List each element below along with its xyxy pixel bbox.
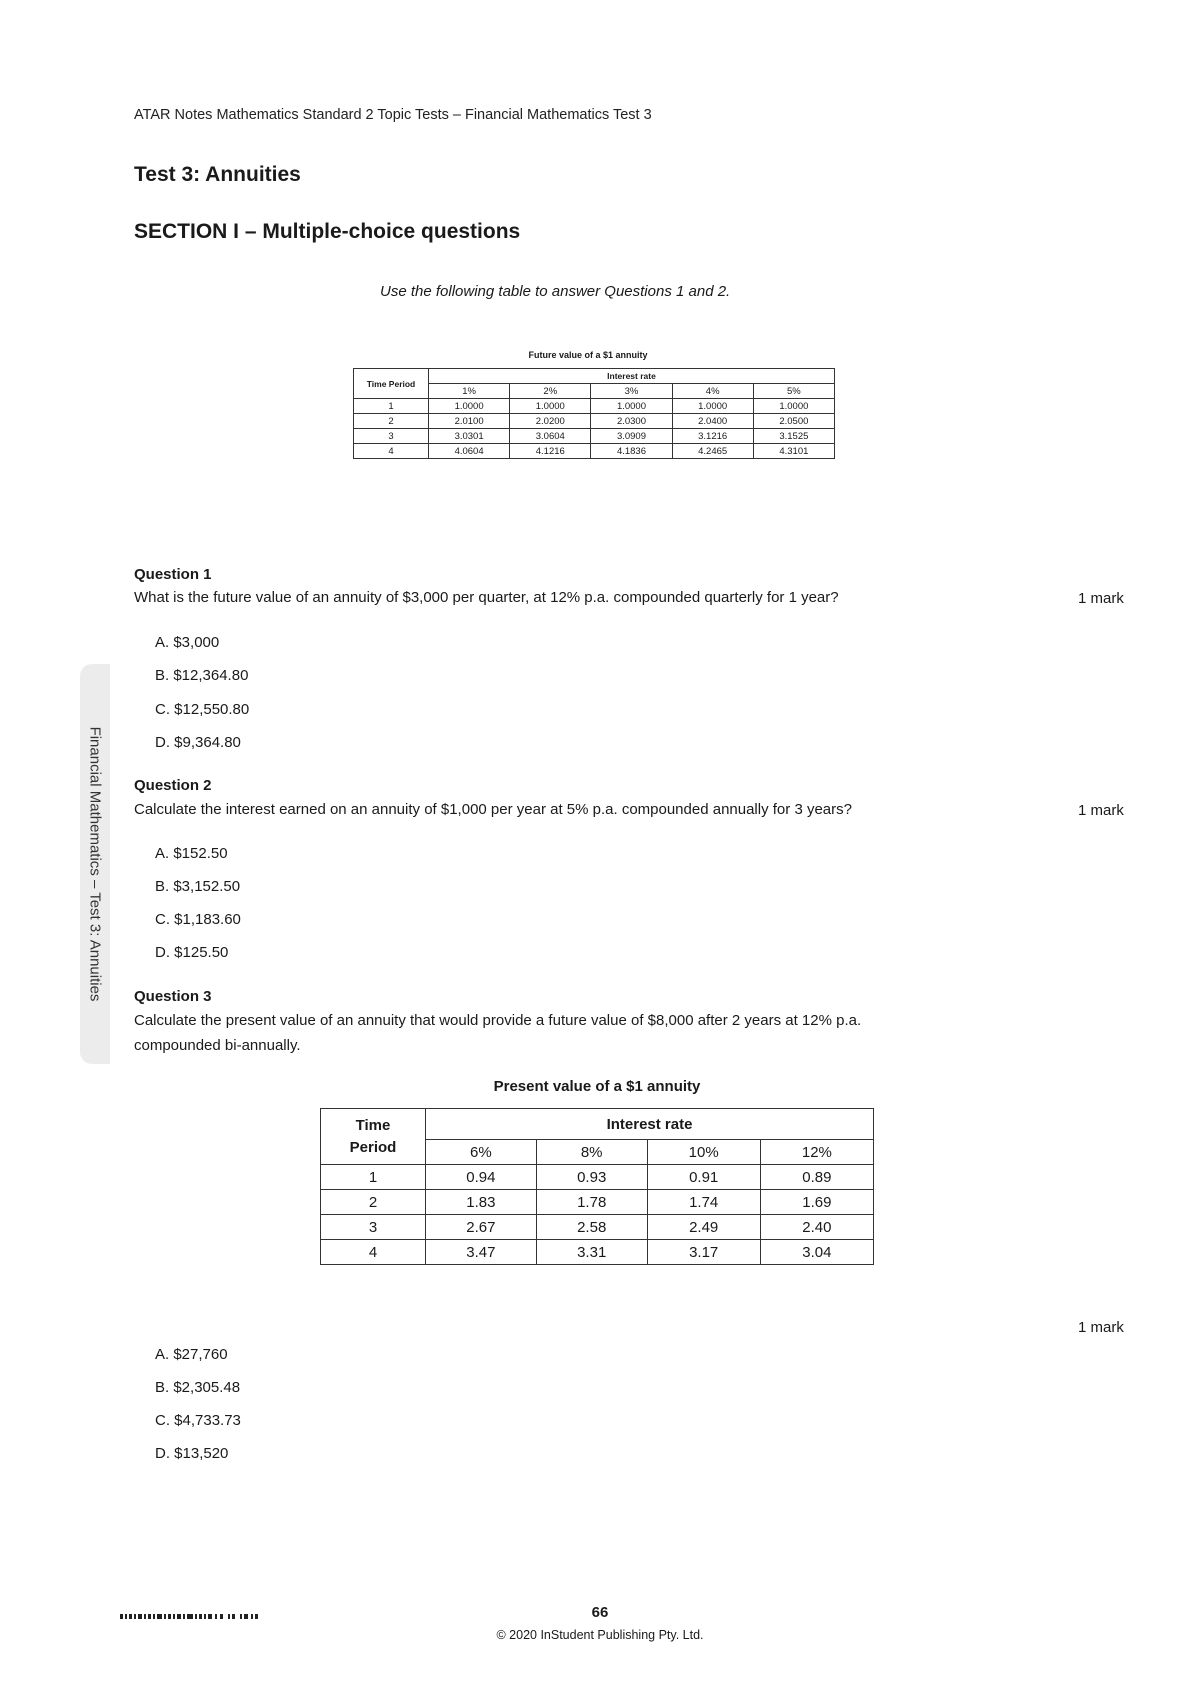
table1-cell: 1.0000	[672, 399, 753, 414]
table1-rate: 2%	[510, 384, 591, 399]
test-title: Test 3: Annuities	[134, 163, 301, 186]
table2-rate: 8%	[536, 1140, 647, 1165]
table1-rate-header: Interest rate	[429, 369, 835, 384]
question-2-heading: Question 2	[134, 777, 212, 794]
page-number: 66	[591, 1604, 609, 1621]
table1-cell: 1.0000	[429, 399, 510, 414]
table1-cell: 3.0604	[510, 429, 591, 444]
question-3-option-c[interactable]: C. $4,733.73	[155, 1412, 241, 1429]
question-2-option-d[interactable]: D. $125.50	[155, 944, 229, 961]
table2-cell: 2.49	[647, 1215, 760, 1240]
table2-rate: 6%	[426, 1140, 537, 1165]
table1-rate: 4%	[672, 384, 753, 399]
table1-cell: 2.0300	[591, 414, 672, 429]
future-value-table	[353, 368, 835, 459]
question-3-option-b[interactable]: B. $2,305.48	[155, 1379, 241, 1396]
question-1-option-c[interactable]: C. $12,550.80	[155, 701, 250, 718]
table2-cell: 2.58	[536, 1215, 647, 1240]
question-1-option-a[interactable]: A. $3,000	[155, 634, 220, 651]
question-3-option-a[interactable]: A. $27,760	[155, 1346, 228, 1363]
table-row	[354, 444, 835, 459]
question-2-option-a[interactable]: A. $152.50	[155, 845, 228, 862]
question-2-text: Calculate the interest earned on an annuity of $1,000 per year at 5% p.a. compounded annually for 3 years?	[134, 801, 852, 818]
table2-cell: 3.04	[760, 1240, 873, 1265]
table-row	[321, 1165, 874, 1190]
table-row	[354, 414, 835, 429]
table1-rate: 1%	[429, 384, 510, 399]
table2-cell: 0.89	[760, 1165, 873, 1190]
table1-cell: 4.1216	[510, 444, 591, 459]
table2-rate: 10%	[647, 1140, 760, 1165]
table-row	[321, 1240, 874, 1265]
question-1-option-d[interactable]: D. $9,364.80	[155, 734, 241, 751]
table2-cell: 1.69	[760, 1190, 873, 1215]
table-row	[321, 1215, 874, 1240]
table1-period: 3	[354, 429, 429, 444]
section-title: SECTION I – Multiple-choice questions	[134, 220, 521, 243]
question-1-heading: Question 1	[134, 566, 212, 583]
question-1-mark: 1 mark	[1078, 590, 1124, 607]
table2-cell: 3.47	[426, 1240, 537, 1265]
table2-period: 1	[321, 1165, 426, 1190]
table1-cell: 3.0301	[429, 429, 510, 444]
question-1-option-b[interactable]: B. $12,364.80	[155, 667, 249, 684]
question-2-option-b[interactable]: B. $3,152.50	[155, 878, 241, 895]
table1-cell: 4.3101	[753, 444, 834, 459]
table2-cell: 1.78	[536, 1190, 647, 1215]
table1-cell: 2.0500	[753, 414, 834, 429]
table2-cell: 0.93	[536, 1165, 647, 1190]
table2-cell: 1.83	[426, 1190, 537, 1215]
table-row	[321, 1190, 874, 1215]
table1-cell: 1.0000	[510, 399, 591, 414]
table1-cell: 4.2465	[672, 444, 753, 459]
question-3-text-line1: Calculate the present value of an annuity that would provide a future value of $8,000 after 2 years at 12% p.a.	[134, 1012, 862, 1029]
question-3-mark: 1 mark	[1078, 1319, 1124, 1336]
table2-cell: 2.67	[426, 1215, 537, 1240]
table2-time-header-line2: Period	[349, 1138, 397, 1156]
question-3-option-d[interactable]: D. $13,520	[155, 1445, 229, 1462]
table1-cell: 2.0100	[429, 414, 510, 429]
table1-cell: 3.0909	[591, 429, 672, 444]
table1-cell: 2.0400	[672, 414, 753, 429]
table2-cell: 3.31	[536, 1240, 647, 1265]
table2-period: 2	[321, 1190, 426, 1215]
table1-cell: 2.0200	[510, 414, 591, 429]
question-2-option-c[interactable]: C. $1,183.60	[155, 911, 241, 928]
table1-cell: 3.1216	[672, 429, 753, 444]
table-instruction: Use the following table to answer Questions 1 and 2.	[380, 283, 731, 300]
table1-period: 2	[354, 414, 429, 429]
table1-period: 4	[354, 444, 429, 459]
table2-caption: Present value of a $1 annuity	[493, 1078, 701, 1095]
question-1-text: What is the future value of an annuity of $3,000 per quarter, at 12% p.a. compounded quarterly for 1 year?	[134, 589, 839, 606]
table2-time-header-line1: Time	[355, 1116, 391, 1134]
table1-cell: 1.0000	[591, 399, 672, 414]
table2-period: 3	[321, 1215, 426, 1240]
copyright: © 2020 InStudent Publishing Pty. Ltd.	[496, 1628, 704, 1642]
question-2-mark: 1 mark	[1078, 802, 1124, 819]
table-row	[354, 429, 835, 444]
table1-rate: 5%	[753, 384, 834, 399]
table1-cell: 4.1836	[591, 444, 672, 459]
table2-cell: 1.74	[647, 1190, 760, 1215]
table2-rate-header: Interest rate	[426, 1109, 874, 1140]
present-value-table	[320, 1108, 874, 1265]
table2-cell: 2.40	[760, 1215, 873, 1240]
table2-time-header	[321, 1109, 426, 1165]
table1-rate: 3%	[591, 384, 672, 399]
running-head: ATAR Notes Mathematics Standard 2 Topic Tests – Financial Mathematics Test 3	[134, 107, 652, 123]
table1-cell: 4.0604	[429, 444, 510, 459]
table2-cell: 0.94	[426, 1165, 537, 1190]
table1-cell: 3.1525	[753, 429, 834, 444]
table1-caption: Future value of a $1 annuity	[528, 350, 648, 360]
table2-cell: 3.17	[647, 1240, 760, 1265]
table1-period: 1	[354, 399, 429, 414]
table2-rate: 12%	[760, 1140, 873, 1165]
side-tab-label: Financial Mathematics – Test 3: Annuities	[86, 726, 104, 1002]
table2-period: 4	[321, 1240, 426, 1265]
table2-cell: 0.91	[647, 1165, 760, 1190]
table1-time-header: Time Period	[354, 369, 429, 399]
table1-cell: 1.0000	[753, 399, 834, 414]
question-3-text-line2: compounded bi-annually.	[134, 1037, 301, 1054]
question-3-heading: Question 3	[134, 988, 212, 1005]
table-row	[354, 399, 835, 414]
